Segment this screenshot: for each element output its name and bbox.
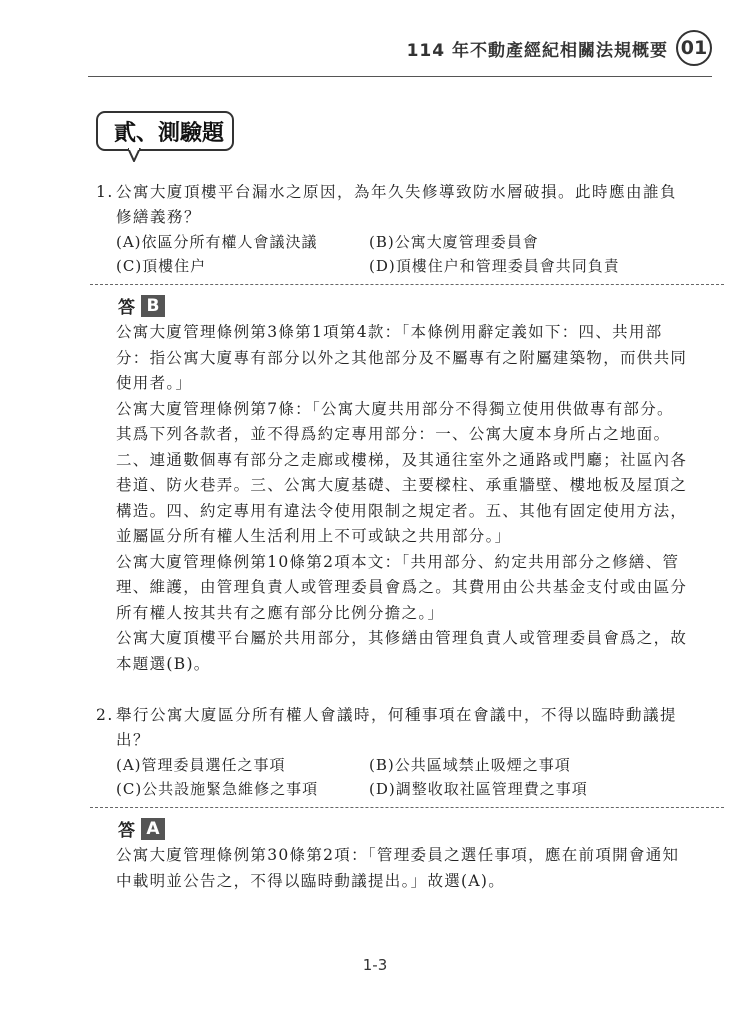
page-header bbox=[407, 28, 712, 68]
option-c: (C)頂樓住户 bbox=[116, 257, 207, 275]
header-rule bbox=[88, 76, 712, 77]
explanation-paragraph: 公寓大廈管理條例第3條第1項第4款：「本條例用辭定義如下：四、共用部分：指公寓大廈專有部分以外之其他部分及不屬專有之附屬建築物，而供共同使用者。」 bbox=[116, 323, 688, 392]
speech-bubble-tail bbox=[128, 148, 142, 162]
option-a: (A)依區分所有權人會議決議 bbox=[116, 233, 318, 251]
option-d: (D)頂樓住户和管理委員會共同負責 bbox=[369, 257, 620, 275]
option-list bbox=[116, 753, 690, 801]
option-b: (B)公寓大廈管理委員會 bbox=[369, 233, 539, 251]
dashed-divider bbox=[90, 807, 724, 808]
answer-label: 答 bbox=[118, 298, 135, 318]
answer-explanation bbox=[116, 843, 690, 894]
question-text bbox=[96, 703, 690, 753]
explanation-paragraph: 公寓大廈管理條例第10條第2項本文：「共用部分、約定共用部分之修繕、管理、維護，由管理負責人或管理委員會爲之。其費用由公共基金支付或由區分所有權人按其共有之應有部分比例分擔之。」 bbox=[116, 552, 688, 622]
question-number: 1. bbox=[96, 183, 114, 201]
answer-heading bbox=[118, 293, 690, 318]
question-stem: 公寓大廈頂樓平台漏水之原因，為年久失修導致防水層破損。此時應由誰負修繕義務？ bbox=[116, 183, 678, 226]
question-number: 2. bbox=[96, 706, 114, 724]
explanation-paragraph: 公寓大廈頂樓平台屬於共用部分，其修繕由管理負責人或管理委員會爲之，故本題選(B)。 bbox=[116, 629, 688, 673]
option-a: (A)管理委員選任之事項 bbox=[116, 756, 286, 774]
page-number: 1-3 bbox=[362, 956, 388, 974]
answer-badge: A bbox=[141, 818, 165, 840]
answer-explanation bbox=[116, 320, 690, 677]
answer-heading bbox=[118, 816, 690, 841]
option-d: (D)調整收取社區管理費之事項 bbox=[369, 780, 588, 798]
answer-badge: B bbox=[141, 295, 165, 317]
dashed-divider bbox=[90, 284, 724, 285]
header-title: 114 年不動產經紀相關法規概要 bbox=[406, 40, 668, 61]
question-text bbox=[96, 180, 690, 230]
explanation-paragraph: 公寓大廈管理條例第30條第2項：「管理委員之選任事項，應在前項開會通知中載明並公告之，不得以臨時動議提出。」故選(A)。 bbox=[116, 846, 680, 890]
section-label: 貳、測驗題 bbox=[96, 111, 234, 151]
question-list bbox=[96, 180, 690, 894]
option-c: (C)公共設施緊急維修之事項 bbox=[116, 780, 319, 798]
answer-label: 答 bbox=[118, 821, 135, 841]
question-stem: 舉行公寓大廈區分所有權人會議時，何種事項在會議中，不得以臨時動議提出？ bbox=[116, 706, 678, 749]
option-list bbox=[116, 230, 690, 278]
chapter-number-badge: 01 bbox=[676, 30, 712, 66]
explanation-paragraph: 公寓大廈管理條例第7條：「公寓大廈共用部分不得獨立使用供做專有部分。其爲下列各款者，並不得爲約定專用部分：一、公寓大廈本身所占之地面。二、連通數個專有部分之走廊或樓梯，及其通往室外之通路或門廳；社區內各巷道、防火巷弄。三、公寓大廈基礎、主要樑柱、承重牆壁、樓地板及屋頂之構造。四、約定專用有違法令使用限制之規定者。五、其他有固定使用方法，並屬區分所有權人生活利用上不可或缺之共用部分。」 bbox=[116, 399, 688, 545]
option-b: (B)公共區域禁止吸煙之事項 bbox=[369, 756, 571, 774]
